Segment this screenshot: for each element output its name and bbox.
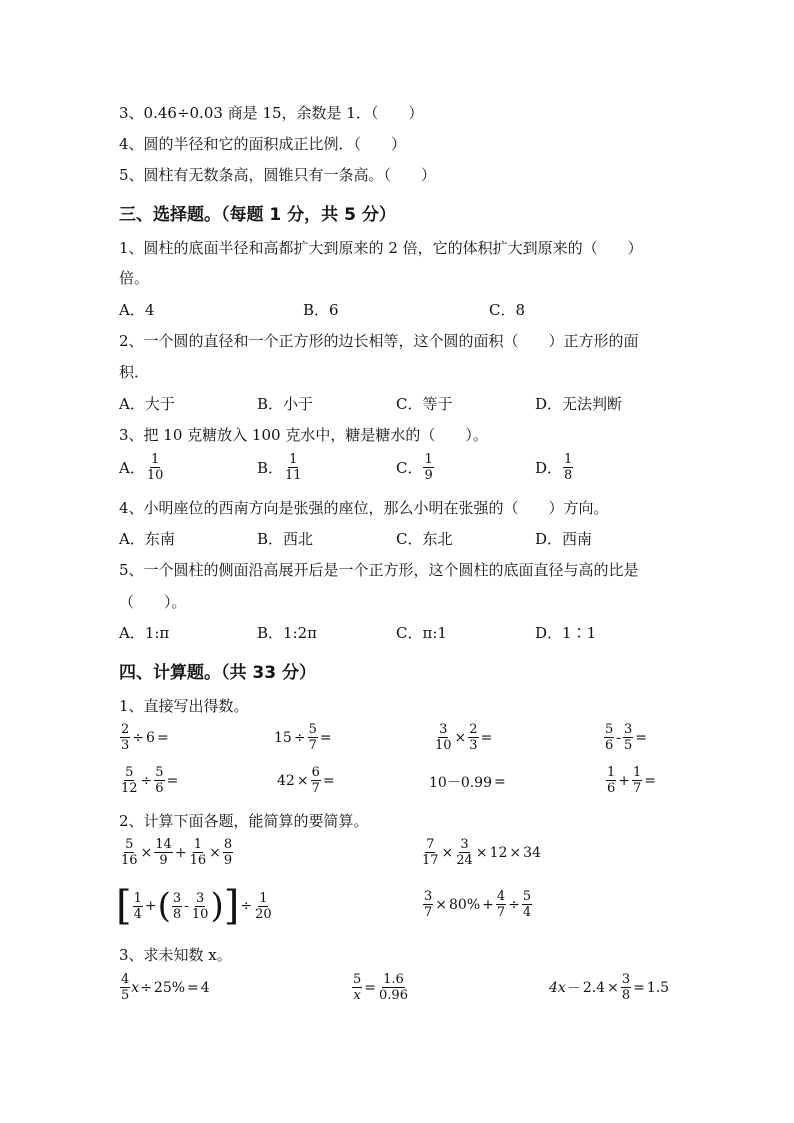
denominator: 8 — [564, 468, 573, 483]
equals: = — [494, 774, 506, 790]
fraction — [172, 891, 182, 922]
fraction — [434, 722, 453, 753]
operator: × — [441, 844, 454, 861]
number: 2.4 — [582, 979, 606, 996]
section3-title: 三、选择题。（每题 1 分，共 5 分） — [119, 205, 396, 225]
choice-q1-opt-a: A．4 — [119, 301, 155, 319]
numerator: 5 — [125, 837, 134, 852]
denominator: 7 — [424, 905, 433, 920]
fraction — [154, 837, 173, 868]
denominator: 6 — [607, 781, 616, 796]
variable: x — [131, 979, 140, 996]
equals: = — [480, 729, 493, 746]
numerator: 8 — [223, 837, 233, 852]
expr-2-3 — [428, 772, 507, 792]
operator: ÷ — [508, 896, 520, 913]
fraction — [623, 722, 633, 753]
expr-p2-4 — [422, 889, 533, 920]
numerator: 2 — [121, 722, 130, 737]
choice-q4-opt-b: B．西北 — [257, 530, 314, 548]
numerator: 3 — [621, 972, 631, 987]
number: 10－0.99 — [429, 775, 492, 791]
operator: × — [209, 844, 221, 861]
choice-q4-line: 4、小明座位的西南方向是张强的座位，那么小明在张强的（ ）方向。 — [119, 499, 609, 517]
choice-q1-line2: 倍。 — [119, 269, 150, 287]
numerator: 5 — [155, 765, 164, 780]
denominator: 9 — [159, 853, 168, 868]
equals: = — [187, 979, 199, 996]
number: 12 — [489, 844, 508, 861]
equals: = — [633, 979, 645, 996]
denominator: 24 — [456, 853, 473, 868]
numerator: 3 — [424, 889, 433, 904]
equals: = — [156, 729, 169, 746]
denominator: 7 — [633, 781, 642, 796]
operator: × — [454, 729, 467, 746]
numerator: 5 — [125, 765, 134, 780]
equals: = — [166, 772, 179, 789]
variable-term: 4x — [549, 979, 566, 996]
choice-q1-opt-c: C．8 — [489, 301, 526, 319]
operator: - — [616, 729, 622, 746]
number: 25% — [153, 979, 186, 996]
calc-part1-title: 1、直接写出得数。 — [119, 697, 249, 715]
operator: ÷ — [132, 729, 145, 746]
fraction — [133, 891, 143, 922]
choice-q5-opt-b: B．1:2π — [257, 624, 318, 642]
equals: = — [364, 979, 377, 996]
numerator: 2 — [469, 722, 478, 737]
numerator: 3 — [460, 837, 469, 852]
fraction — [146, 452, 165, 483]
fraction — [223, 837, 233, 868]
choice-q3-opt-a — [119, 452, 165, 483]
operator: ÷ — [240, 898, 253, 914]
operator: + — [482, 896, 494, 913]
calc-part3-title: 3、求未知数 x。 — [119, 946, 232, 964]
paren-open: ( — [157, 886, 171, 926]
operator: ÷ — [140, 979, 152, 996]
denominator: x — [353, 988, 361, 1003]
fraction — [378, 972, 409, 1003]
denominator: 6 — [605, 738, 614, 753]
fraction — [563, 452, 573, 483]
choice-q4-opt-c: C．东北 — [396, 530, 453, 548]
choice-q5-opt-c: C．π:1 — [396, 624, 447, 642]
judge-q4: 4、圆的半径和它的面积成正比例．（ ） — [119, 135, 407, 153]
fraction — [120, 837, 139, 868]
expr-2-4 — [605, 765, 657, 796]
fraction — [254, 891, 273, 922]
denominator: 8 — [172, 906, 182, 922]
operator: × — [296, 772, 309, 789]
choice-q2-opt-c: C．等于 — [396, 395, 453, 413]
number: 1.5 — [646, 979, 670, 996]
expr-1-4 — [603, 722, 648, 753]
choice-q4-opt-d: D．西南 — [535, 530, 593, 548]
fraction — [496, 889, 506, 920]
fraction — [621, 972, 631, 1003]
choice-q2-line2: 积． — [119, 363, 150, 381]
operator: ÷ — [293, 729, 306, 746]
fraction — [468, 722, 478, 753]
denominator: 7 — [496, 905, 506, 920]
equation-2 — [351, 972, 410, 1003]
numerator: 1 — [193, 837, 202, 852]
fraction — [632, 765, 642, 796]
numerator: 5 — [308, 722, 317, 737]
denominator: 8 — [621, 988, 631, 1003]
fraction — [606, 765, 616, 796]
fraction — [120, 722, 130, 753]
denominator: 10 — [435, 738, 452, 753]
operator: + — [144, 898, 157, 914]
denominator: 9 — [424, 468, 433, 483]
choice-q3-opt-d — [535, 452, 574, 483]
choice-q1-line1: 1、圆柱的底面半径和高都扩大到原来的 2 倍，它的体积扩大到原来的（ ） — [119, 239, 643, 257]
denominator: 7 — [311, 781, 320, 796]
number: 42 — [277, 772, 295, 789]
operator: - — [184, 898, 189, 914]
denominator: 11 — [285, 468, 302, 483]
expr-1-3 — [433, 722, 493, 753]
numerator: 7 — [426, 837, 435, 852]
denominator: 3 — [469, 738, 478, 753]
choice-q1-opt-b: B．6 — [303, 301, 339, 319]
fraction — [120, 765, 139, 796]
fraction — [154, 765, 164, 796]
fraction — [191, 891, 210, 922]
denominator: 4 — [133, 906, 142, 922]
denominator: 6 — [155, 781, 164, 796]
number: 34 — [523, 844, 541, 861]
operator: ÷ — [140, 772, 153, 789]
judge-q5: 5、圆柱有无数条高，圆锥只有一条高。（ ） — [119, 166, 437, 184]
calc-part2-title: 2、计算下面各题，能简算的要简算。 — [119, 812, 369, 830]
fraction — [522, 889, 532, 920]
number: 4 — [200, 979, 210, 996]
operator: × — [140, 844, 153, 861]
numerator: 1 — [564, 452, 573, 467]
equals: = — [319, 729, 332, 746]
numerator: 5 — [605, 722, 614, 737]
numerator: 1 — [633, 765, 642, 780]
expr-1-1 — [119, 722, 170, 753]
bracket-close: ] — [223, 883, 240, 929]
numerator: 3 — [624, 722, 633, 737]
option-label: B． — [257, 458, 284, 477]
operator: × — [475, 844, 488, 861]
expr-p2-1 — [119, 837, 234, 868]
choice-q2-opt-d: D．无法判断 — [535, 395, 623, 413]
fraction — [311, 765, 321, 796]
numerator: 4 — [121, 972, 130, 987]
operator: + — [618, 772, 631, 789]
choice-q3-opt-b — [257, 452, 304, 483]
paren-close: ) — [210, 886, 224, 926]
operator: － — [566, 980, 581, 997]
denominator: 12 — [121, 781, 138, 796]
numerator: 1 — [289, 452, 298, 467]
choice-q2-opt-b: B．小于 — [257, 395, 314, 413]
operator: × — [509, 844, 522, 861]
section4-title: 四、计算题。（共 33 分） — [119, 663, 316, 683]
option-label: C． — [396, 458, 423, 477]
choice-q3-line: 3、把 10 克糖放入 100 克水中，糖是糖水的（ ）。 — [119, 426, 488, 444]
equals: = — [635, 729, 648, 746]
choice-q2-line1: 2、一个圆的直径和一个正方形的边长相等，这个圆的面积（ ）正方形的面 — [119, 332, 639, 350]
fraction — [352, 972, 362, 1003]
number: 6 — [146, 729, 155, 746]
numerator: 1 — [424, 452, 433, 467]
denominator: 17 — [422, 853, 439, 868]
denominator: 5 — [121, 988, 130, 1003]
judge-q3: 3、0.46÷0.03 商是 15，余数是 1．（ ） — [119, 104, 424, 122]
denominator: 9 — [223, 853, 233, 868]
operator: × — [607, 979, 619, 996]
denominator: 0.96 — [379, 988, 408, 1003]
expr-p2-3 — [116, 883, 274, 929]
fraction — [423, 889, 433, 920]
numerator: 5 — [522, 889, 532, 904]
choice-q2-opt-a: A．大于 — [119, 395, 175, 413]
choice-q5-opt-a: A．1:π — [119, 624, 170, 642]
denominator: 20 — [255, 906, 272, 922]
denominator: 16 — [189, 853, 207, 868]
numerator: 3 — [172, 890, 182, 906]
denominator: 3 — [121, 738, 130, 753]
number: 15 — [274, 729, 292, 746]
numerator: 4 — [496, 889, 506, 904]
choice-q5-line1: 5、一个圆柱的侧面沿高展开后是一个正方形，这个圆柱的底面直径与高的比是 — [119, 561, 639, 579]
choice-q4-opt-a: A．东南 — [119, 530, 175, 548]
denominator: 7 — [308, 738, 317, 753]
numerator: 1 — [607, 765, 616, 780]
option-label: D． — [535, 458, 563, 477]
fraction — [189, 837, 208, 868]
choice-q5-opt-d: D．1∶1 — [535, 624, 597, 642]
equals: = — [322, 772, 335, 789]
number: 80% — [449, 896, 481, 913]
operator: + — [174, 844, 187, 861]
numerator: 3 — [439, 722, 448, 737]
expr-2-2 — [276, 765, 336, 796]
fraction — [604, 722, 614, 753]
denominator: 4 — [522, 905, 532, 920]
fraction — [455, 837, 474, 868]
denominator: 10 — [146, 468, 164, 483]
expr-2-1 — [119, 765, 179, 796]
numerator: 6 — [311, 765, 320, 780]
expr-1-2 — [273, 722, 333, 753]
choice-q5-line2: （ ）。 — [119, 593, 187, 611]
choice-q3-opt-c — [396, 452, 435, 483]
fraction — [308, 722, 318, 753]
denominator: 5 — [624, 738, 633, 753]
numerator: 1 — [259, 890, 268, 906]
denominator: 10 — [191, 906, 209, 922]
operator: × — [435, 896, 448, 913]
numerator: 14 — [155, 837, 172, 852]
numerator: 1 — [150, 452, 160, 467]
numerator: 1.6 — [383, 972, 404, 987]
numerator: 5 — [353, 972, 362, 987]
numerator: 3 — [196, 890, 205, 906]
bracket-open: [ — [116, 883, 132, 929]
fraction — [120, 972, 130, 1003]
numerator: 1 — [133, 890, 142, 906]
denominator: 16 — [121, 853, 138, 868]
equation-1 — [119, 972, 211, 1003]
expr-p2-2 — [420, 837, 542, 868]
equals: = — [644, 772, 657, 789]
equation-3 — [549, 972, 670, 1003]
fraction — [423, 452, 433, 483]
fraction — [284, 452, 303, 483]
fraction — [421, 837, 440, 868]
option-label: A． — [119, 458, 145, 477]
